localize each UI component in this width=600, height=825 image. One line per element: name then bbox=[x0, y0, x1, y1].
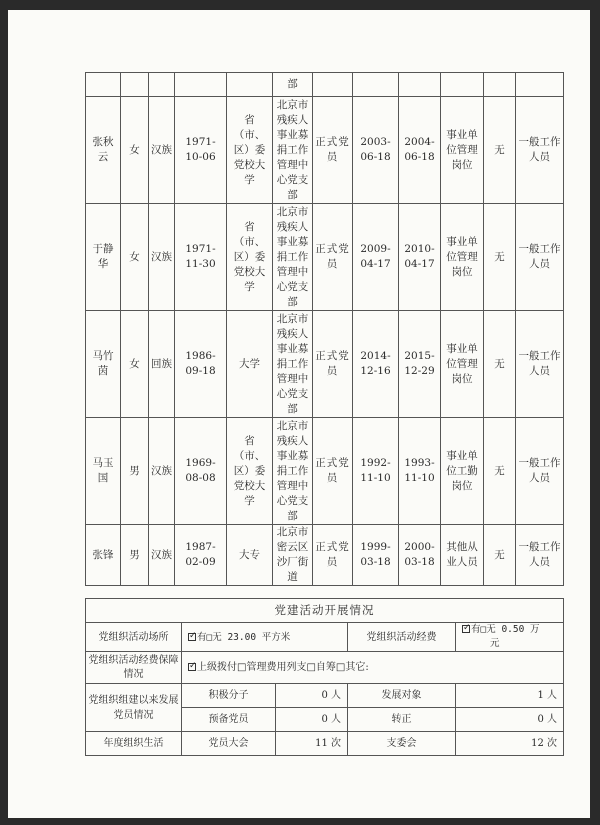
table-row bbox=[86, 204, 564, 311]
title-cell: 无 bbox=[484, 418, 516, 525]
job-cell: 事业单位工勤岗位 bbox=[441, 418, 484, 525]
confirmed-value: 0 人 bbox=[456, 708, 564, 732]
role-cell: 一般工作人员 bbox=[516, 311, 564, 418]
join-date-cell: 2003-06-18 bbox=[353, 97, 399, 204]
gender-cell: 女 bbox=[121, 97, 149, 204]
confirmed-label: 转正 bbox=[348, 708, 456, 732]
ethnicity-cell: 汉族 bbox=[149, 418, 175, 525]
probationary-value: 0 人 bbox=[276, 708, 348, 732]
birth-cell: 1986-09-18 bbox=[175, 311, 227, 418]
ethnicity-cell: 回族 bbox=[149, 311, 175, 418]
checkbox-checked-icon bbox=[462, 625, 470, 633]
join-date-cell: 1999-03-18 bbox=[353, 525, 399, 586]
birth-cell: 1971-10-06 bbox=[175, 97, 227, 204]
gender-cell: 男 bbox=[121, 525, 149, 586]
unit-cell: 北京市密云区沙厂街道 bbox=[273, 525, 313, 586]
birth-cell: 1969-08-08 bbox=[175, 418, 227, 525]
birth-cell: 1987-02-09 bbox=[175, 525, 227, 586]
activists-label: 积极分子 bbox=[182, 684, 276, 708]
ethnicity-cell: 汉族 bbox=[149, 525, 175, 586]
activists-value: 0 人 bbox=[276, 684, 348, 708]
guarantee-value-cell bbox=[182, 652, 564, 684]
activity-table bbox=[85, 598, 564, 756]
table-row bbox=[86, 73, 564, 97]
unit-cell: 部 bbox=[273, 73, 313, 97]
unit-cell: 北京市残疾人事业募捐工作管理中心党支部 bbox=[273, 418, 313, 525]
funds-value-cell bbox=[456, 623, 564, 652]
regular-date-cell: 2015-12-29 bbox=[399, 311, 441, 418]
unit-cell: 北京市残疾人事业募捐工作管理中心党支部 bbox=[273, 204, 313, 311]
title-cell: 无 bbox=[484, 525, 516, 586]
title-cell: 无 bbox=[484, 311, 516, 418]
venue-value: 有□无 23.00 平方米 bbox=[197, 631, 291, 643]
job-cell: 其他从业人员 bbox=[441, 525, 484, 586]
job-cell: 事业单位管理岗位 bbox=[441, 97, 484, 204]
name-cell: 张秋云 bbox=[86, 97, 121, 204]
table-row bbox=[86, 311, 564, 418]
unit-cell: 北京市残疾人事业募捐工作管理中心党支部 bbox=[273, 311, 313, 418]
venue-label: 党组织活动场所 bbox=[86, 623, 182, 652]
join-date-cell: 1992-11-10 bbox=[353, 418, 399, 525]
status-cell: 正式党员 bbox=[313, 418, 353, 525]
status-cell: 正式党员 bbox=[313, 525, 353, 586]
name-cell: 马竹茵 bbox=[86, 311, 121, 418]
regular-date-cell: 2000-03-18 bbox=[399, 525, 441, 586]
checkbox-checked-icon bbox=[188, 633, 196, 641]
annual-label: 年度组织生活 bbox=[86, 732, 182, 756]
birth-cell: 1971-11-30 bbox=[175, 204, 227, 311]
gender-cell: 女 bbox=[121, 204, 149, 311]
guarantee-label: 党组织活动经费保障情况 bbox=[86, 652, 182, 684]
funds-value: 有□无 0.50 万 bbox=[471, 624, 540, 635]
regular-date-cell: 2004-06-18 bbox=[399, 97, 441, 204]
title-cell: 无 bbox=[484, 204, 516, 311]
ethnicity-cell: 汉族 bbox=[149, 204, 175, 311]
join-date-cell: 2014-12-16 bbox=[353, 311, 399, 418]
checkbox-checked-icon bbox=[188, 663, 196, 671]
education-cell: 大专 bbox=[227, 525, 273, 586]
unit-cell: 北京市残疾人事业募捐工作管理中心党支部 bbox=[273, 97, 313, 204]
activity-title: 党建活动开展情况 bbox=[86, 599, 564, 623]
guarantee-value: 上级拨付□管理费用列支□自筹□其它: bbox=[197, 662, 369, 673]
education-cell: 省（市、区）委党校大学 bbox=[227, 418, 273, 525]
education-cell: 省（市、区）委党校大学 bbox=[227, 97, 273, 204]
targets-value: 1 人 bbox=[456, 684, 564, 708]
regular-date-cell: 2010-04-17 bbox=[399, 204, 441, 311]
table-row bbox=[86, 525, 564, 586]
targets-label: 发展对象 bbox=[348, 684, 456, 708]
join-date-cell: 2009-04-17 bbox=[353, 204, 399, 311]
table-row bbox=[86, 97, 564, 204]
ethnicity-cell: 汉族 bbox=[149, 97, 175, 204]
funds-label: 党组织活动经费 bbox=[348, 623, 456, 652]
status-cell: 正式党员 bbox=[313, 204, 353, 311]
name-cell: 马玉国 bbox=[86, 418, 121, 525]
committee-label: 支委会 bbox=[348, 732, 456, 756]
table-row bbox=[86, 418, 564, 525]
job-cell: 事业单位管理岗位 bbox=[441, 311, 484, 418]
status-cell: 正式党员 bbox=[313, 97, 353, 204]
venue-value-cell bbox=[182, 623, 348, 652]
gender-cell: 女 bbox=[121, 311, 149, 418]
role-cell: 一般工作人员 bbox=[516, 204, 564, 311]
status-cell: 正式党员 bbox=[313, 311, 353, 418]
funds-unit: 元 bbox=[490, 638, 500, 649]
probationary-label: 预备党员 bbox=[182, 708, 276, 732]
committee-value: 12 次 bbox=[456, 732, 564, 756]
assembly-value: 11 次 bbox=[276, 732, 348, 756]
name-cell: 张锋 bbox=[86, 525, 121, 586]
gender-cell: 男 bbox=[121, 418, 149, 525]
member-table bbox=[85, 72, 564, 586]
assembly-label: 党员大会 bbox=[182, 732, 276, 756]
job-cell: 事业单位管理岗位 bbox=[441, 204, 484, 311]
education-cell: 大学 bbox=[227, 311, 273, 418]
role-cell: 一般工作人员 bbox=[516, 418, 564, 525]
development-label: 党组织组建以来发展党员情况 bbox=[86, 684, 182, 732]
title-cell: 无 bbox=[484, 97, 516, 204]
regular-date-cell: 1993-11-10 bbox=[399, 418, 441, 525]
name-cell: 于静华 bbox=[86, 204, 121, 311]
role-cell: 一般工作人员 bbox=[516, 97, 564, 204]
role-cell: 一般工作人员 bbox=[516, 525, 564, 586]
education-cell: 省（市、区）委党校大学 bbox=[227, 204, 273, 311]
